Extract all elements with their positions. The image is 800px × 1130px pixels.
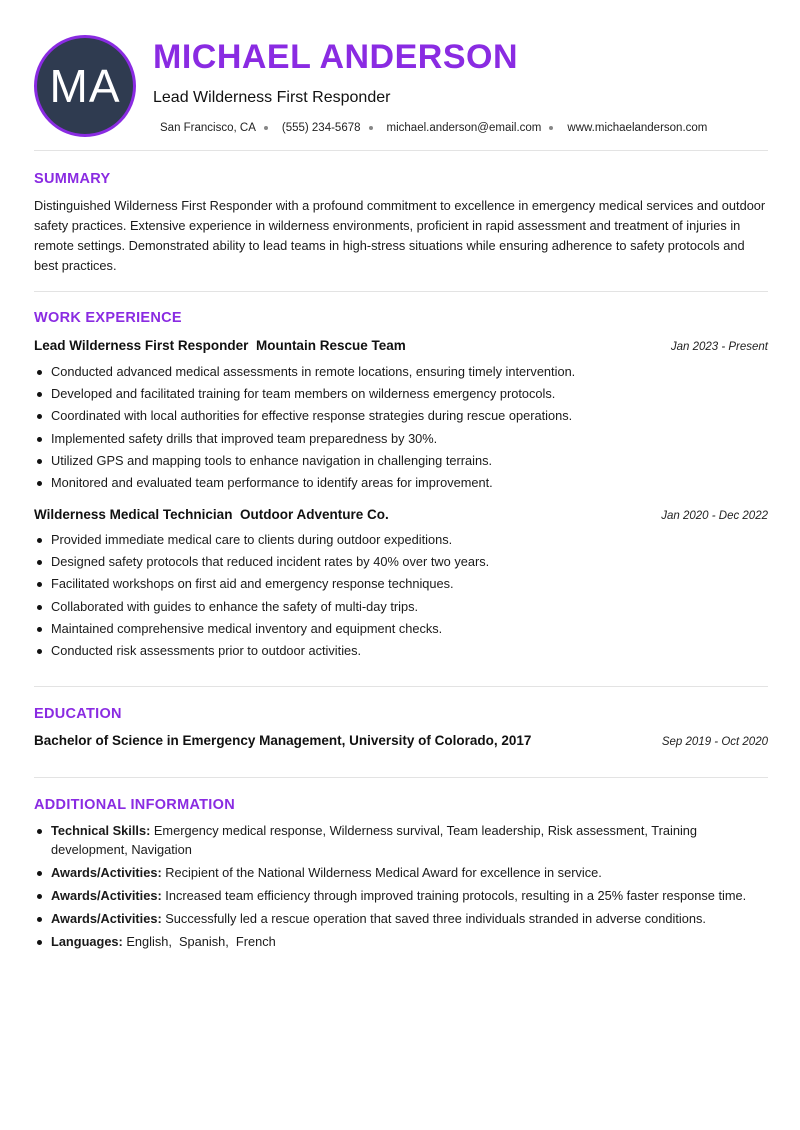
- list-item: Coordinated with local authorities for effective response strategies during rescue operations.: [34, 408, 768, 424]
- education-heading: EDUCATION: [34, 706, 122, 722]
- item-text: Emergency medical response, Wilderness survival, Team leadership, Risk assessment, Training development, Navigation: [51, 823, 698, 857]
- list-item: Maintained comprehensive medical inventory and equipment checks.: [34, 621, 768, 637]
- contact-location: San Francisco, CA: [160, 122, 256, 134]
- education-degree: Bachelor of Science in Emergency Management, University of Colorado, 2017: [34, 733, 532, 748]
- list-item: [34, 821, 768, 859]
- job-header: [34, 507, 768, 522]
- list-item: Implemented safety drills that improved team preparedness by 30%.: [34, 431, 768, 447]
- list-item: [34, 863, 768, 882]
- list-item: [34, 932, 768, 951]
- item-text: Recipient of the National Wilderness Medical Award for excellence in service.: [161, 865, 602, 880]
- list-item: Conducted advanced medical assessments in remote locations, ensuring timely intervention.: [34, 364, 768, 380]
- job-company: Mountain Rescue Team: [255, 338, 406, 353]
- item-text: Successfully led a rescue operation that saved three individuals stranded in adverse conditions.: [161, 911, 706, 926]
- summary-text: Distinguished Wilderness First Responder with a profound commitment to excellence in emergency medical services and outdoor safety practices. Extensive experience in wilderness environments, proficient in rapid assessment and treatment of injuries in remote settings. Demonstrated ability to lead teams in high-stress situations while ensuring adherence to safety protocols and best practices.: [34, 198, 766, 273]
- list-item: Conducted risk assessments prior to outdoor activities.: [34, 643, 768, 659]
- item-text: English, Spanish, French: [122, 934, 276, 949]
- job-title: Lead Wilderness First Responder: [34, 338, 249, 353]
- candidate-role: Lead Wilderness First Responder: [153, 89, 391, 106]
- job-bullets: [34, 532, 768, 665]
- candidate-name: MICHAEL ANDERSON: [153, 38, 519, 76]
- avatar: [34, 35, 136, 137]
- list-item: Designed safety protocols that reduced incident rates by 40% over two years.: [34, 554, 768, 570]
- section-divider: [34, 777, 768, 778]
- job-title-line: [34, 507, 389, 522]
- contact-phone: (555) 234-5678: [281, 122, 361, 134]
- list-item: [34, 909, 768, 928]
- item-text: Increased team efficiency through improved training protocols, resulting in a 25% faster response time.: [161, 888, 747, 903]
- item-label: Languages:: [51, 934, 123, 949]
- section-divider: [34, 686, 768, 687]
- education-dates: Sep 2019 - Oct 2020: [661, 736, 768, 748]
- list-item: Developed and facilitated training for team members on wilderness emergency protocols.: [34, 386, 768, 402]
- job-title-line: [34, 338, 406, 353]
- section-divider: [34, 150, 768, 151]
- list-item: Collaborated with guides to enhance the safety of multi-day trips.: [34, 599, 768, 615]
- list-item: Utilized GPS and mapping tools to enhance navigation in challenging terrains.: [34, 453, 768, 469]
- additional-heading: ADDITIONAL INFORMATION: [34, 797, 235, 813]
- section-divider: [34, 291, 768, 292]
- summary-heading: SUMMARY: [34, 171, 111, 187]
- list-item: [34, 886, 768, 905]
- job-dates: Jan 2023 - Present: [670, 341, 768, 353]
- experience-heading: WORK EXPERIENCE: [34, 310, 182, 326]
- job-dates: Jan 2020 - Dec 2022: [661, 510, 768, 522]
- contact-email[interactable]: michael.anderson@email.com: [386, 122, 542, 134]
- item-label: Awards/Activities:: [51, 888, 162, 903]
- separator-dot: [264, 126, 268, 130]
- separator-dot: [549, 126, 553, 130]
- avatar-initials: MA: [49, 60, 121, 112]
- job-header: [34, 338, 768, 353]
- job-bullets: [34, 364, 768, 497]
- list-item: Monitored and evaluated team performance to identify areas for improvement.: [34, 475, 768, 491]
- contact-website[interactable]: www.michaelanderson.com: [567, 122, 708, 134]
- contact-bar: [160, 119, 707, 137]
- job-title: Wilderness Medical Technician: [34, 507, 233, 522]
- job-company: Outdoor Adventure Co.: [239, 507, 389, 522]
- list-item: Provided immediate medical care to clients during outdoor expeditions.: [34, 532, 768, 548]
- separator-dot: [369, 126, 373, 130]
- additional-list: [34, 821, 768, 955]
- education-entry: [34, 733, 768, 748]
- item-label: Technical Skills:: [51, 823, 151, 838]
- item-label: Awards/Activities:: [51, 911, 162, 926]
- list-item: Facilitated workshops on first aid and emergency response techniques.: [34, 576, 768, 592]
- item-label: Awards/Activities:: [51, 865, 162, 880]
